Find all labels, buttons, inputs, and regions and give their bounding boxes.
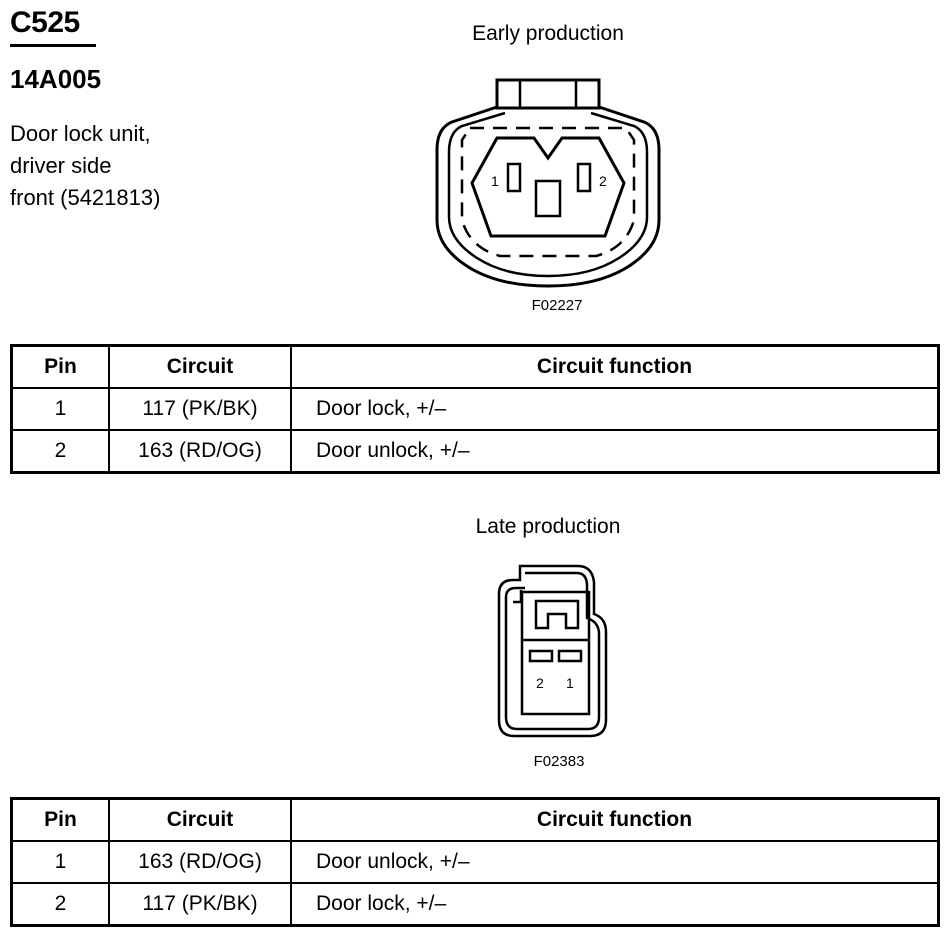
column-header-circuit-function: Circuit function: [291, 799, 939, 842]
pin-cell: 1: [12, 841, 110, 883]
circuit-cell: 117 (PK/BK): [109, 388, 291, 430]
circuit-cell: 163 (RD/OG): [109, 430, 291, 473]
late-figure-code: F02383: [533, 753, 585, 770]
early-figure-code: F02227: [531, 297, 583, 314]
column-header-pin: Pin: [12, 799, 110, 842]
pin-cell: 2: [12, 430, 110, 473]
circuit-function-cell: Door lock, +/–: [291, 388, 939, 430]
column-header-circuit: Circuit: [109, 346, 291, 389]
table-row: [12, 883, 939, 926]
circuit-cell: 163 (RD/OG): [109, 841, 291, 883]
late-pin-1-label: 1: [566, 675, 574, 691]
table-row: [12, 841, 939, 883]
pin-cell: 1: [12, 388, 110, 430]
early-pin-2-label: 2: [599, 173, 607, 189]
description-line-2: driver side: [10, 153, 112, 178]
part-number: 14A005: [10, 64, 102, 94]
table-header-row: [12, 799, 939, 842]
column-header-pin: Pin: [12, 346, 110, 389]
late-production-caption: Late production: [475, 515, 621, 538]
pin-cell: 2: [12, 883, 110, 926]
early-production-caption: Early production: [472, 22, 624, 45]
connector-id: C525: [10, 6, 80, 39]
circuit-function-cell: Door unlock, +/–: [291, 841, 939, 883]
circuit-cell: 117 (PK/BK): [109, 883, 291, 926]
description-line-3: front (5421813): [10, 185, 161, 210]
early-pin-1-label: 1: [491, 173, 499, 189]
description-line-1: Door lock unit,: [10, 121, 151, 146]
circuit-function-cell: Door lock, +/–: [291, 883, 939, 926]
column-header-circuit: Circuit: [109, 799, 291, 842]
late-pin-2-label: 2: [536, 675, 544, 691]
column-header-circuit-function: Circuit function: [291, 346, 939, 389]
circuit-function-cell: Door unlock, +/–: [291, 430, 939, 473]
late-pinout-table: [10, 797, 940, 927]
